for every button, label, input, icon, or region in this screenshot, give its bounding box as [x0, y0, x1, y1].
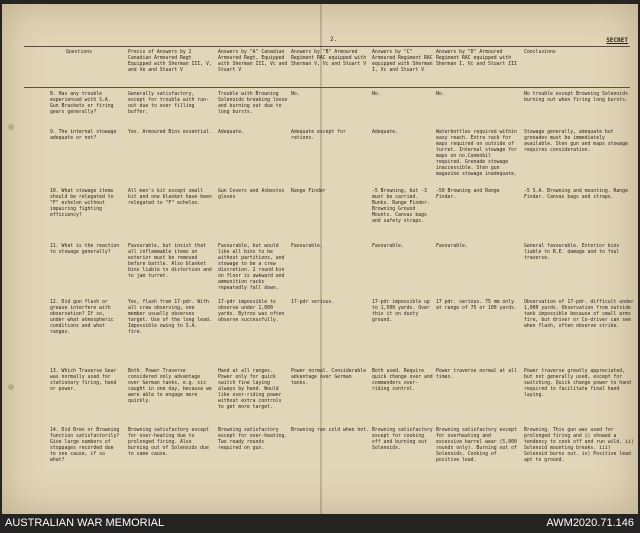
row-12-regt-d-answer: 17 pdr. serious. 75 mm only at range of 75 or 100 yards.	[436, 300, 517, 311]
row-12-precis-answer: Yes, flash from 17-pdr. With all crew observing, one member usually observes target. Use of the long lead. Impossible owing to S.A. fire.	[128, 300, 212, 335]
row-10-conclusion: -5 S.A. Browning and mounting. Range Finder. Canvas bags and straps.	[524, 189, 628, 200]
header-precis: Precis of Answers by 2 Canadian Armoured Regt Equipped with Sherman III, V, and Ve and Stuart V	[128, 50, 212, 73]
punch-hole	[8, 384, 14, 390]
page-number: 2.	[330, 36, 338, 43]
row-11-regt-b-answer: Favourable.	[291, 244, 323, 249]
header-conclusions: Conclusions	[524, 50, 556, 55]
row-11-conclusion: General favourable. Exterior bins liable to R.E. damage and to foul traverse.	[524, 244, 620, 261]
document-page	[2, 4, 638, 514]
row-12-regt-c-answer: 17-pdr impossible up to 1,500 yards. Over this it on dusty ground.	[372, 300, 430, 323]
row-14-conclusion: Browning. This gun was used for prolonged firing and i) showed a tendency to cook off and run wild. ii) Solenoid mounting breaks. iii) Solenoid burns out. iv) Positive lead apt to ground.	[524, 428, 634, 463]
row-13-regt-c-answer: Both used. Require quick change over and commanders over-riding control.	[372, 369, 433, 392]
row-14-precis-answer: Browning satisfactory except for over-heating due to prolonged firing. Also burning out of Solenoids due to same cause.	[128, 428, 209, 457]
row-12-regt-b-answer: 17-pdr serious.	[291, 300, 335, 305]
row-9-precis-answer: Yes. Armoured Bins essential.	[128, 130, 212, 135]
row-14-regt-d-answer: Browning satisfactory except for overheating and excessive barrel wear (5,000 rounds only). Burning out of Solenoids. Cooking of positive lead.	[436, 428, 517, 463]
row-9-regt-c-answer: Adequate.	[372, 130, 398, 135]
footer-bar	[0, 514, 640, 533]
row-11-question: 11. What is the reaction to stowage generally?	[50, 244, 120, 255]
row-13-question: 13. Which Traverse Gear was normally used for stationary firing, hand or power.	[50, 369, 117, 392]
header-regt-d: Answers by "D" Armoured Regiment RAC equipped with Sherman I, Vc and Stuart III	[436, 50, 517, 67]
table-top-rule	[24, 46, 630, 47]
row-13-precis-answer: Both. Power Traverse considered only advantage over German tanks, e.g. six caught in one day, because we were able to engage more quickly.	[128, 369, 212, 404]
page-fold	[320, 4, 322, 514]
row-8-regt-b-answer: No.	[291, 92, 300, 97]
classification-mark: SECRET	[606, 37, 628, 44]
row-10-precis-answer: All men's kit except small kit and one blanket have been relegated to "F" echelon.	[128, 189, 212, 206]
row-10-regt-b-answer: Range Finder	[291, 189, 326, 194]
row-9-regt-a-answer: Adequate.	[218, 130, 244, 135]
archive-reference: AWM2020.71.146	[546, 517, 634, 529]
header-regt-c: Answers by "C" Armoured Regiment RAC equipped with Sherman I, Vc and Stuart V	[372, 50, 433, 73]
row-9-regt-d-answer: Waterbottles required within easy reach. Extra rack for maps required on outside of turret. Internal stowage for maps on no.Canmobil required. Grenade stowage inaccessible. Sten gun magazine stowage inadequate.	[436, 130, 517, 177]
row-10-regt-c-answer: -5 Browning, but -3 must be carried. Bunks. Range Finder. Browning Ground Mounts. Canvas bags and safety straps.	[372, 189, 430, 224]
archive-name: AUSTRALIAN WAR MEMORIAL	[5, 517, 165, 529]
row-13-regt-b-answer: Power normal. Considerable advantage over German tanks.	[291, 369, 367, 386]
row-11-regt-d-answer: Favourable.	[436, 244, 468, 249]
row-11-precis-answer: Favourable, but insist that all inflammable items on exterior must be removed before battle. Also blanket bins liable to distortion and to jam turret.	[128, 244, 212, 279]
row-10-regt-d-answer: -50 Browning and Range Finder.	[436, 189, 500, 200]
row-13-regt-d-answer: Power traverse normal at all times.	[436, 369, 517, 380]
row-13-regt-a-answer: Hand at all ranges. Power only for quick switch fine laying always by hand. Would like over-riding power without extra controls to get more target.	[218, 369, 282, 410]
row-13-conclusion: Power traverse greatly appreciated, but not generally used, except for switching. Quick change power to hand required to facilitate final hand laying.	[524, 369, 631, 398]
row-14-regt-b-answer: Browning ran cold when hot.	[291, 428, 369, 433]
row-14-regt-c-answer: Browning satisfactory except for cooking off and burning out Solenoids.	[372, 428, 433, 451]
row-11-regt-a-answer: Favourable, but would like all bins to be without partitions, and stowage to be a crew discretion. 2 round bin on floor is awkward and ammunition racks repeatedly fall down.	[218, 244, 285, 291]
row-10-regt-a-answer: Gun Covers and Asbestos gloves	[218, 189, 285, 200]
row-8-regt-d-answer: No.	[436, 92, 445, 97]
row-11-regt-c-answer: Favourable.	[372, 244, 404, 249]
row-8-regt-c-answer: No.	[372, 92, 381, 97]
row-12-regt-a-answer: 17-pdr impossible to observe under 1,000 yards. Bytrox was often observe successfully.	[218, 300, 285, 323]
row-10-question: 10. What stowage items should be relegated to "F" echelon without impairing fighting efficiency?	[50, 189, 114, 218]
row-8-regt-a-answer: Trouble with Browning Solenoids breaking loose and burning out due to long bursts.	[218, 92, 288, 115]
row-12-conclusion: Observation of 17-pdr. difficult under 1,000 yards. Observation from outside tank impossible because of small arms fire, but driver or Co-driver can see when flash, often observe strike.	[524, 300, 634, 329]
row-9-question: 9. The internal stowage adequate or not?	[50, 130, 117, 141]
row-14-regt-a-answer: Browning satisfactory except for over-heating. Two ready rounds required on gun.	[218, 428, 288, 451]
header-regt-a: Answers by "A" Canadian Armoured Regt, Equipped with Sherman III, Vc and Stuart V	[218, 50, 288, 73]
header-questions: Questions	[66, 50, 92, 55]
row-9-conclusion: Stowage generally, adequate but grenades must be immediately available. Sten gun and maps stowage requires consideration.	[524, 130, 628, 153]
row-12-question: 12. Did gun flash or grease interfere with observation? If so, under what atmospheric conditions and what ranges.	[50, 300, 114, 335]
row-8-precis-answer: Generally satisfactory, except for trouble with run-out due to over filling buffer.	[128, 92, 209, 115]
table-header-rule	[24, 87, 630, 88]
row-9-regt-b-answer: Adequate except for rations.	[291, 130, 346, 141]
row-14-question: 14. Did Bren or Browning function satisfactorily? Give large numbers of stoppages recorded due to one cause, if so what?	[50, 428, 120, 463]
punch-hole	[8, 124, 14, 130]
row-8-conclusion: No trouble except Browning Solenoids burning out when firing long bursts.	[524, 92, 628, 103]
header-regt-b: Answers by "B" Armoured Regiment RAC equipped with Sherman V, Vc and Stuart V	[291, 50, 367, 67]
row-8-question: 8. Has any trouble experienced with S.A. Gun Brackets or firing gears generally?	[50, 92, 114, 115]
